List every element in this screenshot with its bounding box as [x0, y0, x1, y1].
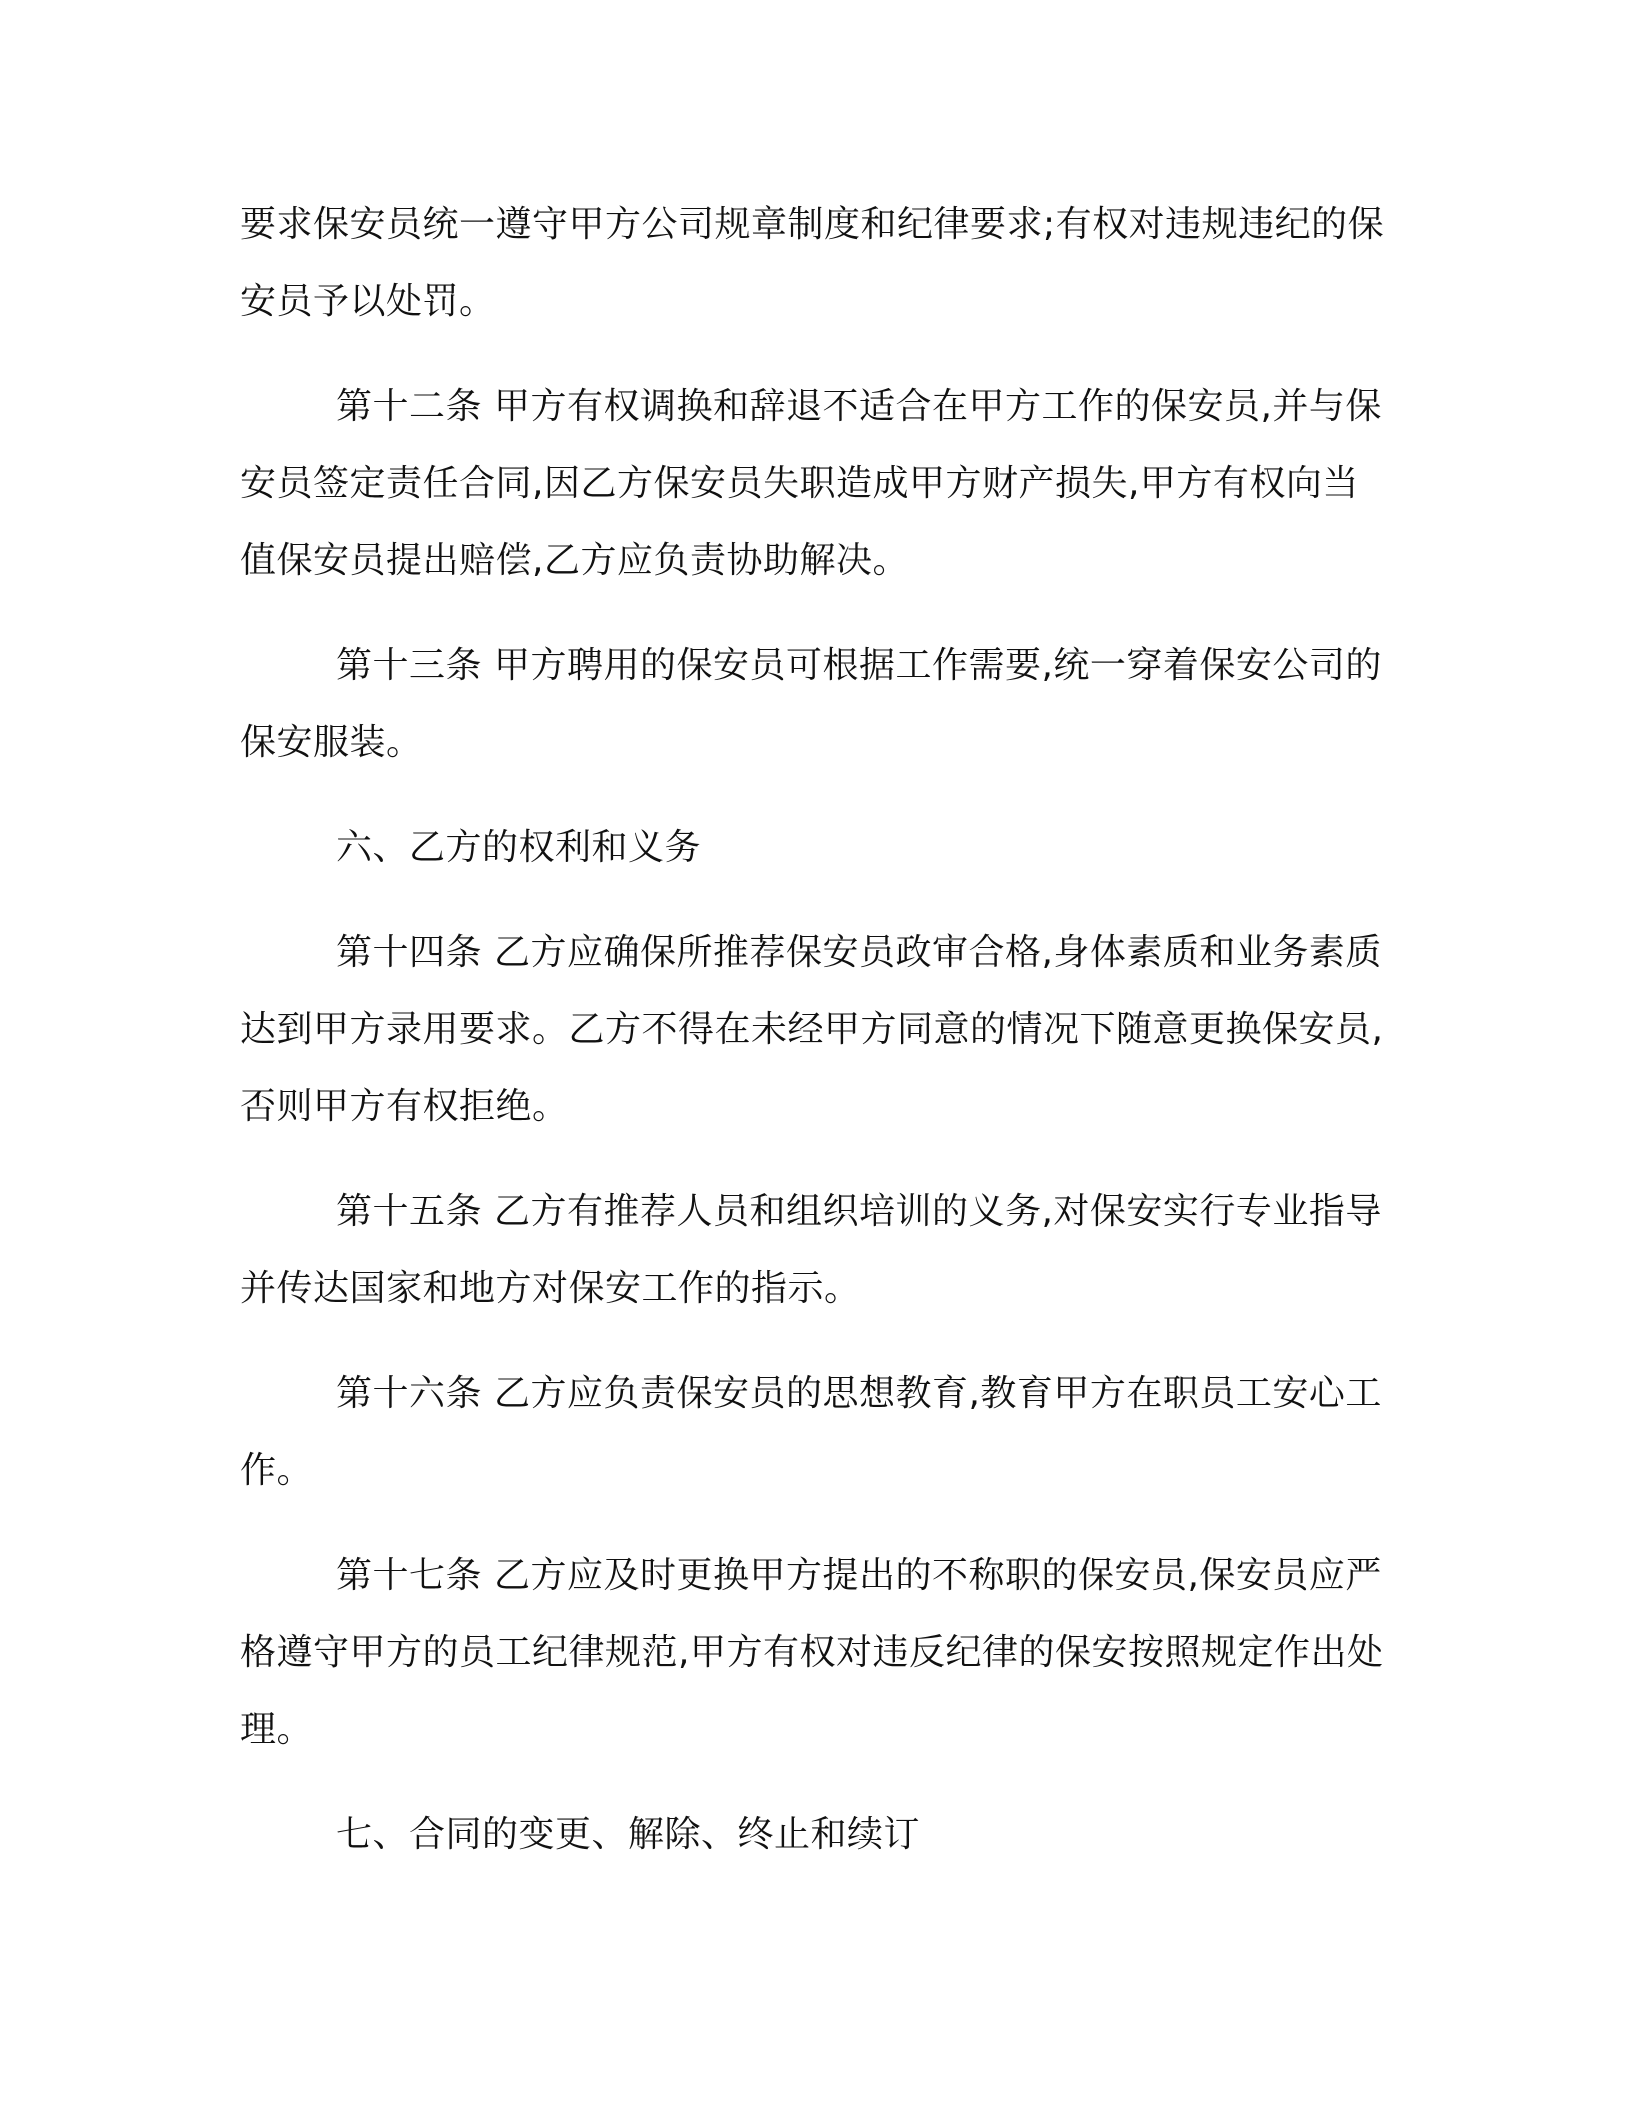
paragraph-continuation: 要求保安员统一遵守甲方公司规章制度和纪律要求;有权对违规违纪的保安员予以处罚。 — [240, 204, 1385, 322]
article-16: 第十六条 乙方应负责保安员的思想教育,教育甲方在职员工安心工作。 — [240, 1373, 1382, 1491]
article-13: 第十三条 甲方聘用的保安员可根据工作需要,统一穿着保安公司的保安服装。 — [240, 645, 1382, 763]
article-17: 第十七条 乙方应及时更换甲方提出的不称职的保安员,保安员应严格遵守甲方的员工纪律规范,甲方有权对违反纪律的保安按照规定作出处理。 — [240, 1555, 1384, 1750]
article-15: 第十五条 乙方有推荐人员和组织培训的义务,对保安实行专业指导并传达国家和地方对保安工作的指示。 — [240, 1191, 1382, 1309]
document-page — [240, 186, 1390, 1873]
article-12: 第十二条 甲方有权调换和辞退不适合在甲方工作的保安员,并与保安员签定责任合同,因乙方保安员失职造成甲方财产损失,甲方有权向当值保安员提出赔偿,乙方应负责协助解决。 — [240, 386, 1382, 581]
article-14: 第十四条 乙方应确保所推荐保安员政审合格,身体素质和业务素质达到甲方录用要求。乙方不得在未经甲方同意的情况下随意更换保安员,否则甲方有权拒绝。 — [240, 932, 1384, 1127]
section-heading-7: 七、合同的变更、解除、终止和续订 — [336, 1814, 921, 1855]
section-heading-6: 六、乙方的权利和义务 — [336, 827, 702, 868]
